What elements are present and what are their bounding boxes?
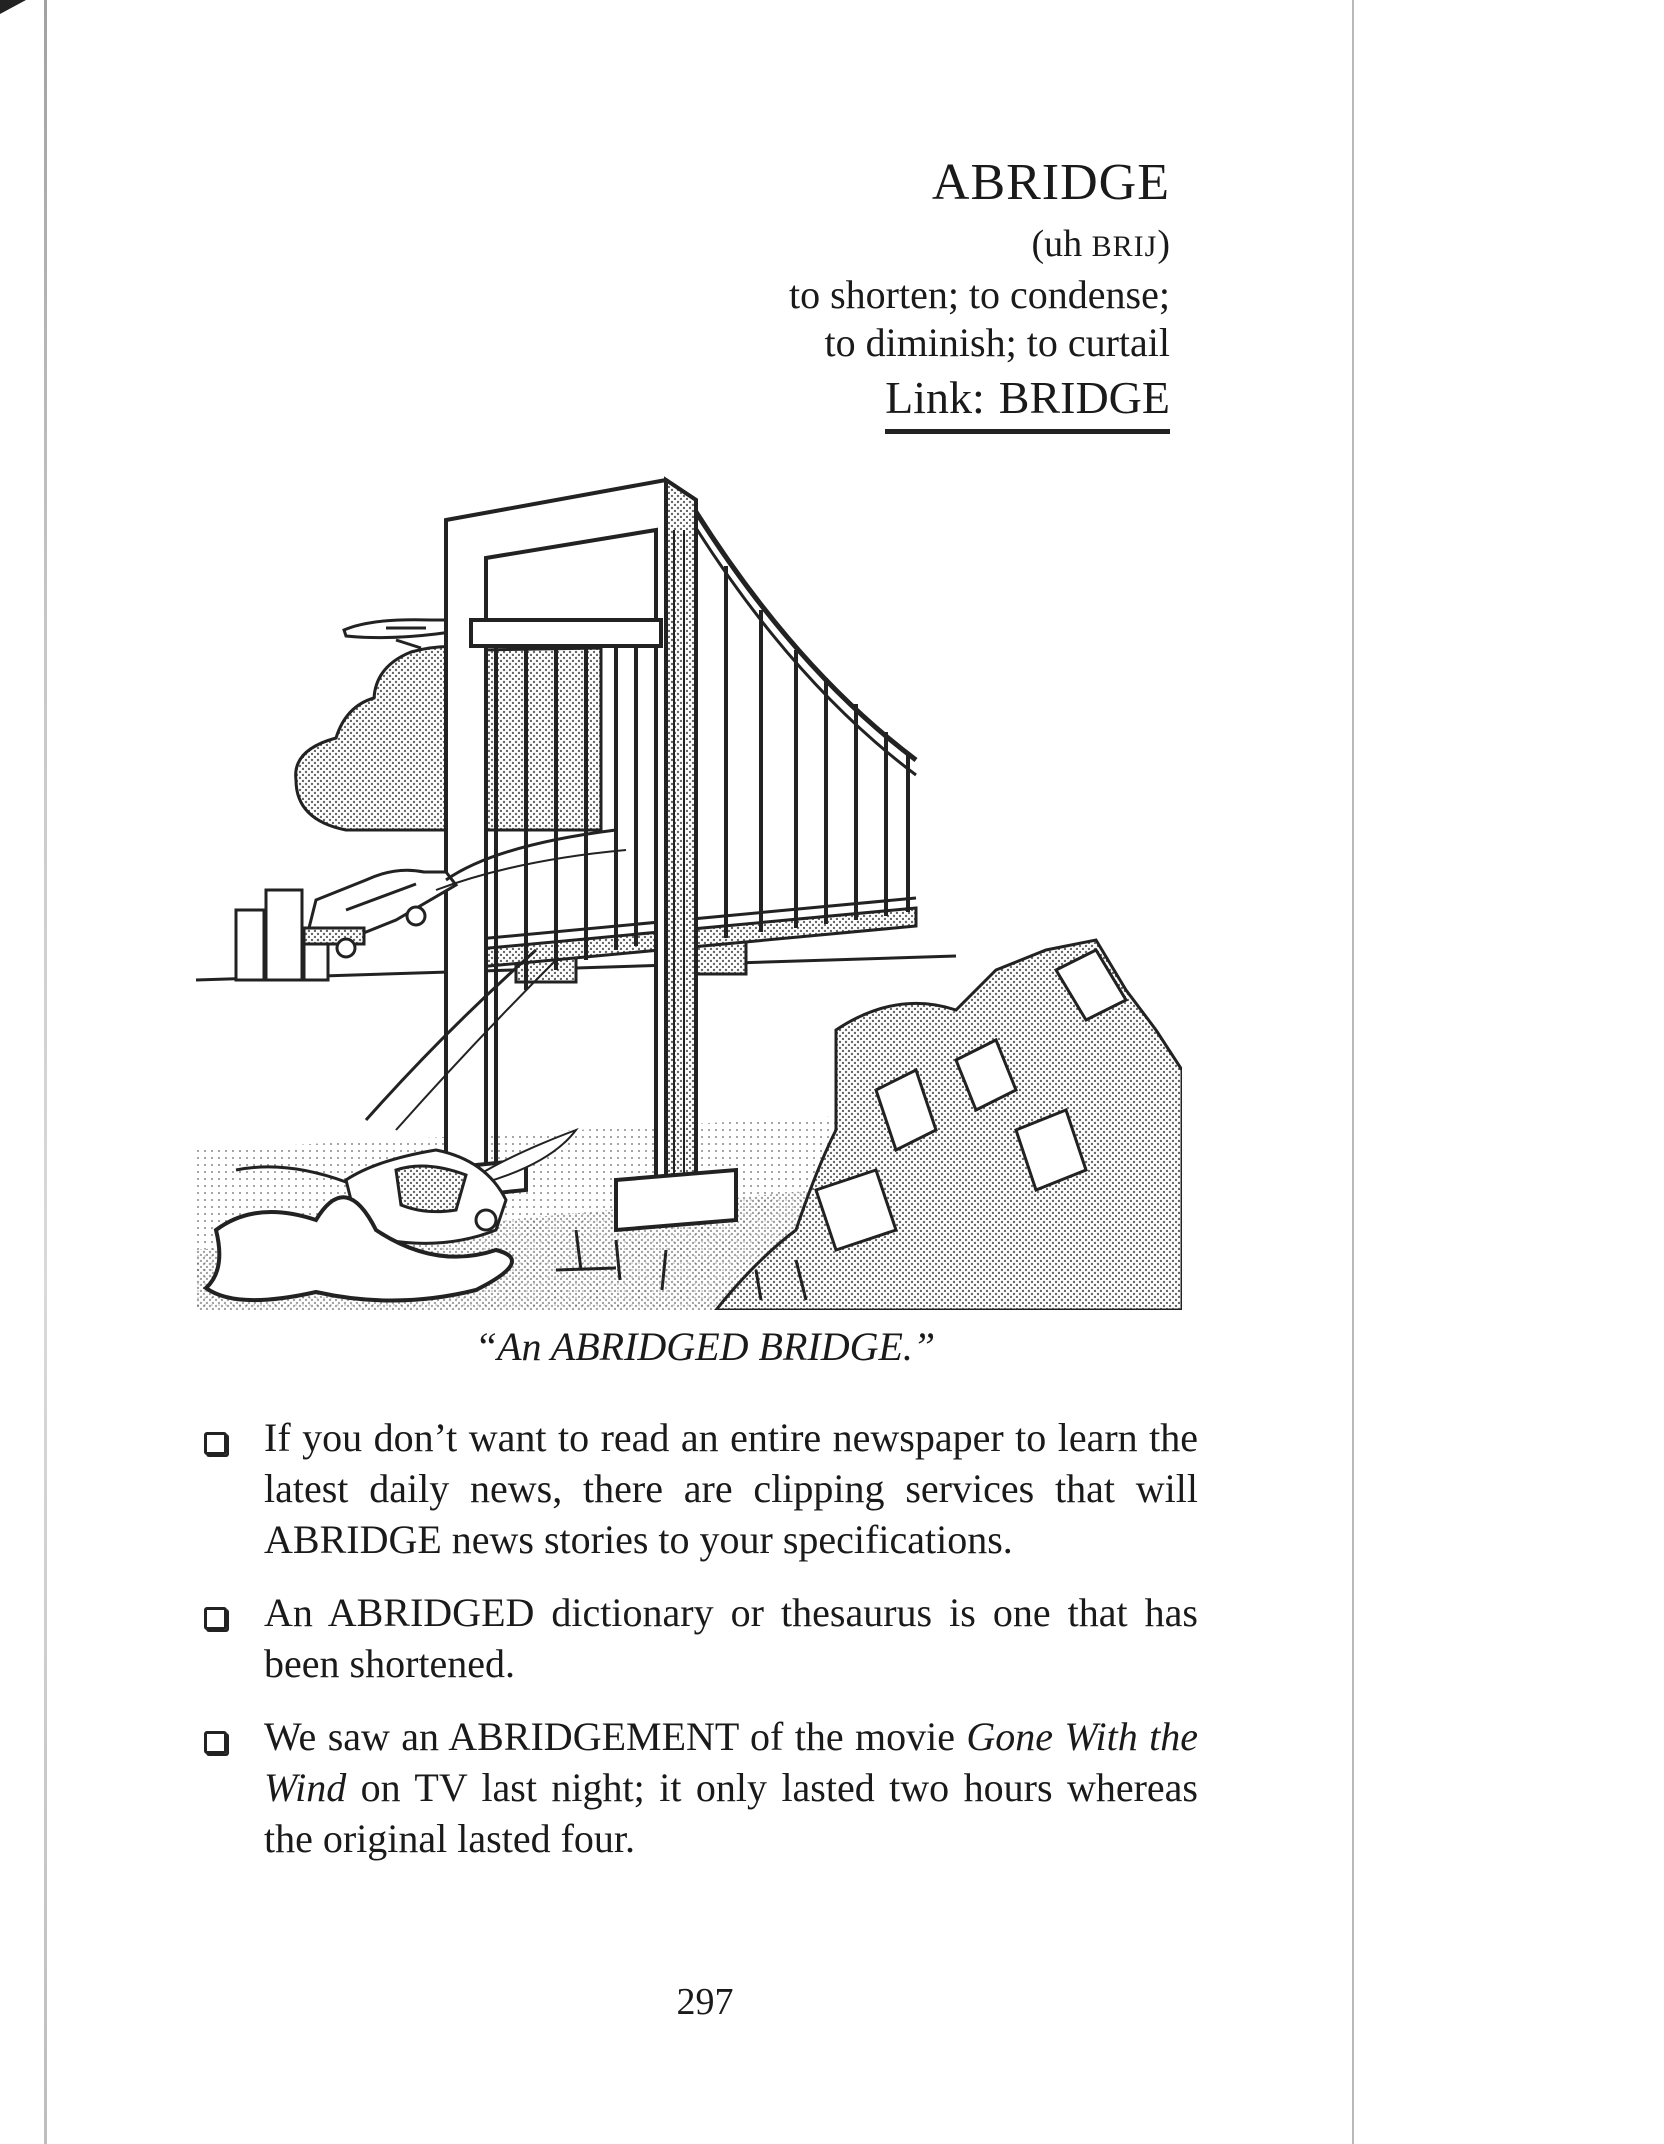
bridge-illustration [196, 470, 1182, 1310]
example-item [196, 1587, 1198, 1689]
pronunciation [789, 220, 1170, 271]
checkbox-bullet-icon [204, 1607, 227, 1630]
flying-car [304, 870, 456, 957]
page-number: 297 [676, 1981, 734, 2023]
example-text: An ABRIDGED dictionary or thesaurus is one that has been shortened. [264, 1590, 1198, 1686]
definition-line-2: to diminish; to curtail [824, 320, 1170, 365]
example-list [196, 1412, 1198, 1886]
definition-line-1: to shorten; to condense; [788, 272, 1170, 317]
checkbox-bullet-icon [204, 1731, 227, 1754]
pronunciation-close: ) [1157, 223, 1170, 265]
bridge-hangers [726, 566, 908, 938]
illustration-caption: “An ABRIDGED BRIDGE.” [474, 1324, 936, 1369]
example-text: If you don’t want to read an entire newspaper to learn the latest daily news, there are clipping services that will ABRIDGE news stories to your specifications. [264, 1415, 1198, 1562]
pronunciation-syllable: BRIJ [1091, 230, 1158, 263]
entry-header [789, 150, 1170, 434]
suspension-cable [696, 512, 916, 760]
example-text [264, 1711, 1198, 1864]
example-item [196, 1412, 1198, 1565]
checkbox-bullet-icon [204, 1432, 227, 1455]
page-corner-mark [0, 0, 26, 14]
movie-title: Gone With the Wind [264, 1714, 1198, 1810]
example-text-before: We saw an ABRIDGEMENT of the movie [264, 1714, 967, 1759]
link-word: BRIDGE [998, 372, 1170, 423]
headword: ABRIDGE [931, 154, 1170, 211]
link-label: Link: [885, 372, 985, 423]
page-left-edge [44, 0, 47, 2144]
example-text-after: on TV last night; it only lasted two hours whereas the original lasted four. [264, 1765, 1198, 1861]
link-line [885, 369, 1170, 434]
pronunciation-open: (uh [1031, 223, 1092, 265]
example-item [196, 1711, 1198, 1864]
page-right-edge [1352, 0, 1354, 2144]
